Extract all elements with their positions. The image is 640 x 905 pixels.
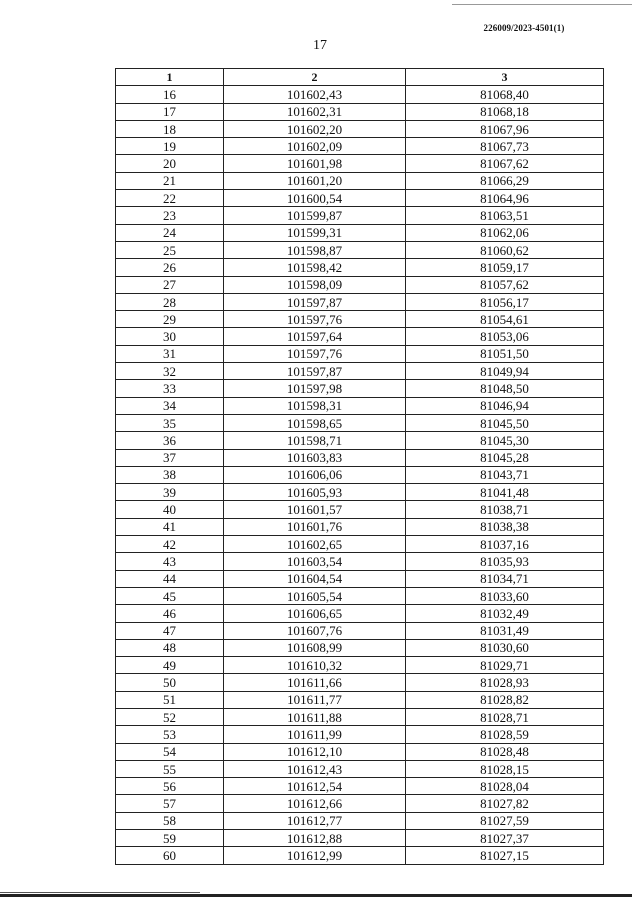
cell-y-coordinate: 81057,62 [406,276,604,293]
table-row [116,743,604,760]
cell-x-coordinate: 101603,54 [224,553,406,570]
cell-x-coordinate: 101601,57 [224,501,406,518]
cell-y-coordinate: 81028,93 [406,674,604,691]
cell-point-number: 42 [116,536,224,553]
cell-y-coordinate: 81038,71 [406,501,604,518]
cell-point-number: 44 [116,570,224,587]
cell-x-coordinate: 101598,09 [224,276,406,293]
cell-x-coordinate: 101598,31 [224,397,406,414]
cell-point-number: 55 [116,760,224,777]
cell-x-coordinate: 101604,54 [224,570,406,587]
cell-point-number: 27 [116,276,224,293]
cell-x-coordinate: 101612,77 [224,812,406,829]
cell-y-coordinate: 81067,73 [406,138,604,155]
table-row [116,397,604,414]
cell-x-coordinate: 101612,99 [224,847,406,864]
cell-x-coordinate: 101611,99 [224,726,406,743]
table-row [116,155,604,172]
cell-point-number: 60 [116,847,224,864]
cell-point-number: 24 [116,224,224,241]
table-row [116,259,604,276]
cell-point-number: 50 [116,674,224,691]
cell-x-coordinate: 101598,65 [224,414,406,431]
cell-point-number: 48 [116,639,224,656]
table-row [116,466,604,483]
cell-y-coordinate: 81033,60 [406,587,604,604]
cell-x-coordinate: 101605,54 [224,587,406,604]
cell-point-number: 29 [116,311,224,328]
cell-x-coordinate: 101611,88 [224,708,406,725]
cell-y-coordinate: 81056,17 [406,293,604,310]
cell-y-coordinate: 81028,71 [406,708,604,725]
cell-y-coordinate: 81051,50 [406,345,604,362]
cell-x-coordinate: 101602,43 [224,86,406,103]
cell-x-coordinate: 101611,77 [224,691,406,708]
cell-x-coordinate: 101603,83 [224,449,406,466]
cell-point-number: 32 [116,363,224,380]
cell-point-number: 26 [116,259,224,276]
table-row [116,657,604,674]
table-row [116,345,604,362]
table-row [116,103,604,120]
cell-y-coordinate: 81059,17 [406,259,604,276]
cell-point-number: 37 [116,449,224,466]
cell-point-number: 54 [116,743,224,760]
table-row [116,120,604,137]
cell-y-coordinate: 81068,18 [406,103,604,120]
table-row [116,190,604,207]
cell-point-number: 23 [116,207,224,224]
table-row [116,224,604,241]
cell-x-coordinate: 101599,87 [224,207,406,224]
cell-point-number: 59 [116,830,224,847]
table-row [116,778,604,795]
table-row [116,830,604,847]
cell-x-coordinate: 101610,32 [224,657,406,674]
cell-y-coordinate: 81028,48 [406,743,604,760]
cell-y-coordinate: 81029,71 [406,657,604,674]
document-number: 226009/2023-4501(1) [483,23,565,33]
cell-point-number: 52 [116,708,224,725]
cell-x-coordinate: 101612,66 [224,795,406,812]
top-divider [452,4,632,5]
cell-point-number: 20 [116,155,224,172]
cell-y-coordinate: 81045,50 [406,414,604,431]
table-row [116,812,604,829]
table-row [116,518,604,535]
cell-y-coordinate: 81049,94 [406,363,604,380]
table-row [116,207,604,224]
cell-point-number: 47 [116,622,224,639]
table-row [116,241,604,258]
cell-x-coordinate: 101597,98 [224,380,406,397]
table-row [116,276,604,293]
cell-y-coordinate: 81066,29 [406,172,604,189]
cell-y-coordinate: 81041,48 [406,484,604,501]
column-header-point: 1 [116,69,224,86]
cell-x-coordinate: 101599,31 [224,224,406,241]
cell-point-number: 40 [116,501,224,518]
cell-point-number: 35 [116,414,224,431]
table-row [116,726,604,743]
cell-y-coordinate: 81027,59 [406,812,604,829]
table-row [116,553,604,570]
table-row [116,639,604,656]
cell-x-coordinate: 101612,43 [224,760,406,777]
cell-y-coordinate: 81067,96 [406,120,604,137]
cell-x-coordinate: 101606,65 [224,605,406,622]
cell-x-coordinate: 101600,54 [224,190,406,207]
cell-point-number: 25 [116,241,224,258]
cell-point-number: 18 [116,120,224,137]
cell-point-number: 46 [116,605,224,622]
table-row [116,380,604,397]
cell-y-coordinate: 81027,37 [406,830,604,847]
table-row [116,363,604,380]
cell-y-coordinate: 81030,60 [406,639,604,656]
cell-point-number: 41 [116,518,224,535]
cell-point-number: 33 [116,380,224,397]
cell-x-coordinate: 101602,20 [224,120,406,137]
column-header-x: 2 [224,69,406,86]
cell-y-coordinate: 81045,30 [406,432,604,449]
cell-x-coordinate: 101608,99 [224,639,406,656]
cell-point-number: 38 [116,466,224,483]
cell-x-coordinate: 101611,66 [224,674,406,691]
cell-y-coordinate: 81062,06 [406,224,604,241]
table-row [116,138,604,155]
cell-y-coordinate: 81031,49 [406,622,604,639]
cell-y-coordinate: 81027,15 [406,847,604,864]
table-row [116,432,604,449]
table-row [116,501,604,518]
cell-point-number: 19 [116,138,224,155]
cell-y-coordinate: 81054,61 [406,311,604,328]
cell-point-number: 49 [116,657,224,674]
cell-y-coordinate: 81063,51 [406,207,604,224]
cell-x-coordinate: 101612,88 [224,830,406,847]
cell-y-coordinate: 81064,96 [406,190,604,207]
cell-x-coordinate: 101601,98 [224,155,406,172]
cell-x-coordinate: 101605,93 [224,484,406,501]
cell-y-coordinate: 81045,28 [406,449,604,466]
table-row [116,587,604,604]
cell-x-coordinate: 101597,76 [224,311,406,328]
cell-x-coordinate: 101602,65 [224,536,406,553]
cell-y-coordinate: 81043,71 [406,466,604,483]
cell-y-coordinate: 81028,15 [406,760,604,777]
table-row [116,172,604,189]
cell-y-coordinate: 81068,40 [406,86,604,103]
cell-point-number: 39 [116,484,224,501]
table-row [116,449,604,466]
cell-point-number: 30 [116,328,224,345]
cell-x-coordinate: 101597,76 [224,345,406,362]
table-row [116,760,604,777]
table-row [116,708,604,725]
cell-point-number: 58 [116,812,224,829]
cell-y-coordinate: 81060,62 [406,241,604,258]
cell-point-number: 31 [116,345,224,362]
cell-point-number: 45 [116,587,224,604]
column-header-y: 3 [406,69,604,86]
table-row [116,86,604,103]
table-row [116,847,604,864]
cell-x-coordinate: 101601,76 [224,518,406,535]
table-row [116,311,604,328]
cell-x-coordinate: 101598,87 [224,241,406,258]
table-row [116,484,604,501]
cell-x-coordinate: 101597,87 [224,293,406,310]
cell-point-number: 16 [116,86,224,103]
cell-x-coordinate: 101601,20 [224,172,406,189]
cell-y-coordinate: 81038,38 [406,518,604,535]
cell-y-coordinate: 81027,82 [406,795,604,812]
cell-point-number: 53 [116,726,224,743]
cell-point-number: 57 [116,795,224,812]
cell-y-coordinate: 81037,16 [406,536,604,553]
table-row [116,674,604,691]
table-row [116,691,604,708]
table-row [116,570,604,587]
cell-point-number: 43 [116,553,224,570]
table-header-row [116,69,604,86]
table-row [116,293,604,310]
cell-x-coordinate: 101602,31 [224,103,406,120]
cell-y-coordinate: 81028,04 [406,778,604,795]
cell-point-number: 17 [116,103,224,120]
table-row [116,605,604,622]
table-row [116,795,604,812]
cell-x-coordinate: 101598,71 [224,432,406,449]
cell-y-coordinate: 81034,71 [406,570,604,587]
bottom-divider-thin [0,892,200,893]
cell-point-number: 51 [116,691,224,708]
cell-y-coordinate: 81028,59 [406,726,604,743]
cell-x-coordinate: 101606,06 [224,466,406,483]
cell-y-coordinate: 81053,06 [406,328,604,345]
cell-x-coordinate: 101607,76 [224,622,406,639]
cell-point-number: 21 [116,172,224,189]
cell-y-coordinate: 81046,94 [406,397,604,414]
cell-y-coordinate: 81067,62 [406,155,604,172]
cell-y-coordinate: 81028,82 [406,691,604,708]
table-row [116,414,604,431]
cell-x-coordinate: 101602,09 [224,138,406,155]
cell-y-coordinate: 81048,50 [406,380,604,397]
cell-point-number: 22 [116,190,224,207]
table-row [116,536,604,553]
cell-point-number: 36 [116,432,224,449]
cell-x-coordinate: 101597,64 [224,328,406,345]
cell-y-coordinate: 81032,49 [406,605,604,622]
page-number: 17 [313,38,327,53]
cell-x-coordinate: 101612,10 [224,743,406,760]
cell-x-coordinate: 101597,87 [224,363,406,380]
coordinates-table [115,68,604,865]
cell-point-number: 28 [116,293,224,310]
cell-x-coordinate: 101612,54 [224,778,406,795]
cell-y-coordinate: 81035,93 [406,553,604,570]
table-row [116,328,604,345]
bottom-divider [0,894,632,897]
cell-point-number: 34 [116,397,224,414]
table-body [116,86,604,864]
cell-x-coordinate: 101598,42 [224,259,406,276]
table-row [116,622,604,639]
cell-point-number: 56 [116,778,224,795]
